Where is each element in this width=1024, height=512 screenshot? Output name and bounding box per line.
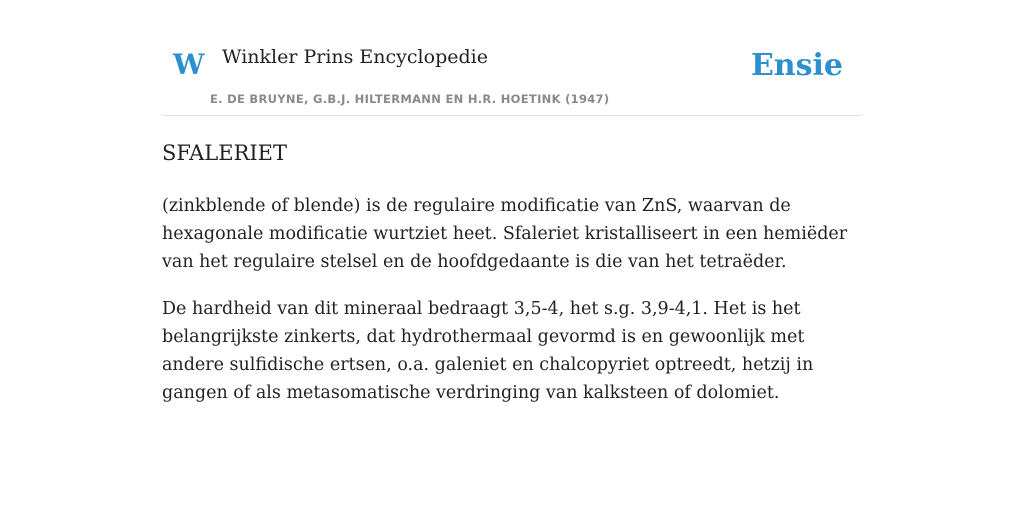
article-title: SFALERIET	[162, 141, 288, 165]
article-paragraph: De hardheid van dit mineraal bedraagt 3,5-4, het s.g. 3,9-4,1. Het is het belangrijkste zinkerts, dat hydrothermaal gevormd is en gewoonlijk met andere sulfidische ertsen, o.a. galeniet en chalcopyriet optreedt, hetzij in gangen of als metasomatische verdringing van kalksteen of dolomiet.	[162, 299, 814, 403]
source-title[interactable]: Winkler Prins Encyclopedie	[222, 46, 488, 68]
article-body	[162, 192, 862, 426]
winkler-prins-logo: W	[173, 48, 205, 81]
article-paragraph: (zinkblende of blende) is de regulaire modificatie van ZnS, waarvan de hexagonale modificatie wurtziet heet. Sfaleriet kristalliseert in een hemiëder van het regulaire stelsel en de hoofdgedaante is die van het tetraëder.	[162, 196, 848, 272]
source-authors: E. DE BRUYNE, G.B.J. HILTERMANN EN H.R. HOETINK (1947)	[210, 92, 610, 106]
source-header	[162, 40, 862, 116]
ensie-logo-link[interactable]: Ensie	[750, 48, 843, 83]
